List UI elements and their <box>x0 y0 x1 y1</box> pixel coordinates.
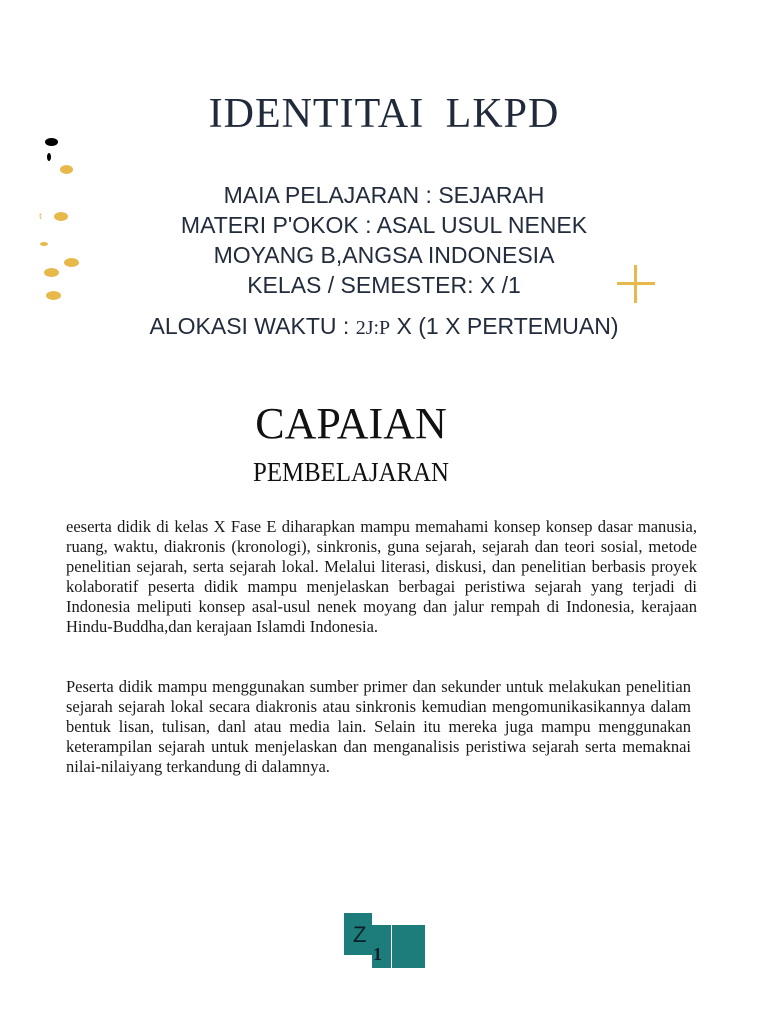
plus-icon-vertical <box>634 265 637 303</box>
section-subheading: PEMBELAJARAN <box>253 457 449 487</box>
identity-time-allocation <box>60 313 708 340</box>
decor-dot <box>40 242 48 246</box>
alloc-prefix: ALOKASI WAKTU : <box>149 313 356 339</box>
alloc-jp: 2J:P <box>355 317 391 339</box>
paragraph-1: eeserta didik di kelas X Fase E diharapkan mampu memahami konsep konsep dasar manusia, ruang, waktu, diakronis (kronologi), sinkronis, guna sejarah, sejarah dan teori sosial, metode penelitian sejarah, serta sejarah lokal. Melalui literasi, diskusi, dan penelitian berbasis proyek kolaboratif peserta didik mampu menjelaskan berbagai peristiwa sejarah yang terjadi di Indonesia meliputi konsep asal-usul nenek moyang dan jalur rempah di Indonesia, kerajaan Hindu-Buddha,dan kerajaan Islamdi Indonesia. <box>66 517 697 636</box>
identity-topic-line1: MATERI P'OKOK : ASAL USUL NENEK <box>180 212 588 238</box>
decor-dot <box>46 291 61 300</box>
identity-subject: MAIA PELAJARAN : SEJARAH <box>223 182 545 208</box>
identity-block <box>110 180 658 300</box>
decor-dot <box>45 138 58 146</box>
decor-dot <box>64 258 79 267</box>
identity-topic-line2: MOYANG B,ANGSA INDONESIA <box>213 242 555 268</box>
decor-dot <box>47 153 51 161</box>
decor-letter: t <box>39 210 43 222</box>
alloc-suffix: X (1 X PERTEMUAN) <box>390 313 619 339</box>
page-number: 1 <box>373 944 382 964</box>
paragraph-2: Peserta didik mampu menggunakan sumber primer dan sekunder untuk melakukan penelitian sejarah sejarah lokal secara diakronis atau sinkronis kemudian mengomunikasikannya dalam bentuk lisan, tulisan, danl atau media lain. Selain itu mereka juga mampu menggunakan keterampilan sejarah untuk menjelaskan dan menganalisis peristiwa sejarah serta memaknai nilai-nilaiyang terkandung di dalamnya. <box>66 677 691 776</box>
decor-dot <box>44 268 59 277</box>
badge-block <box>392 925 425 968</box>
page-title: IDENTITAI LKPD <box>208 91 560 137</box>
badge-letter: Z <box>353 922 367 947</box>
section-heading: CAPAIAN <box>255 399 447 448</box>
decor-dot <box>60 165 73 174</box>
identity-class-semester: KELAS / SEMESTER: X /1 <box>247 272 521 298</box>
decor-dot <box>54 212 68 221</box>
